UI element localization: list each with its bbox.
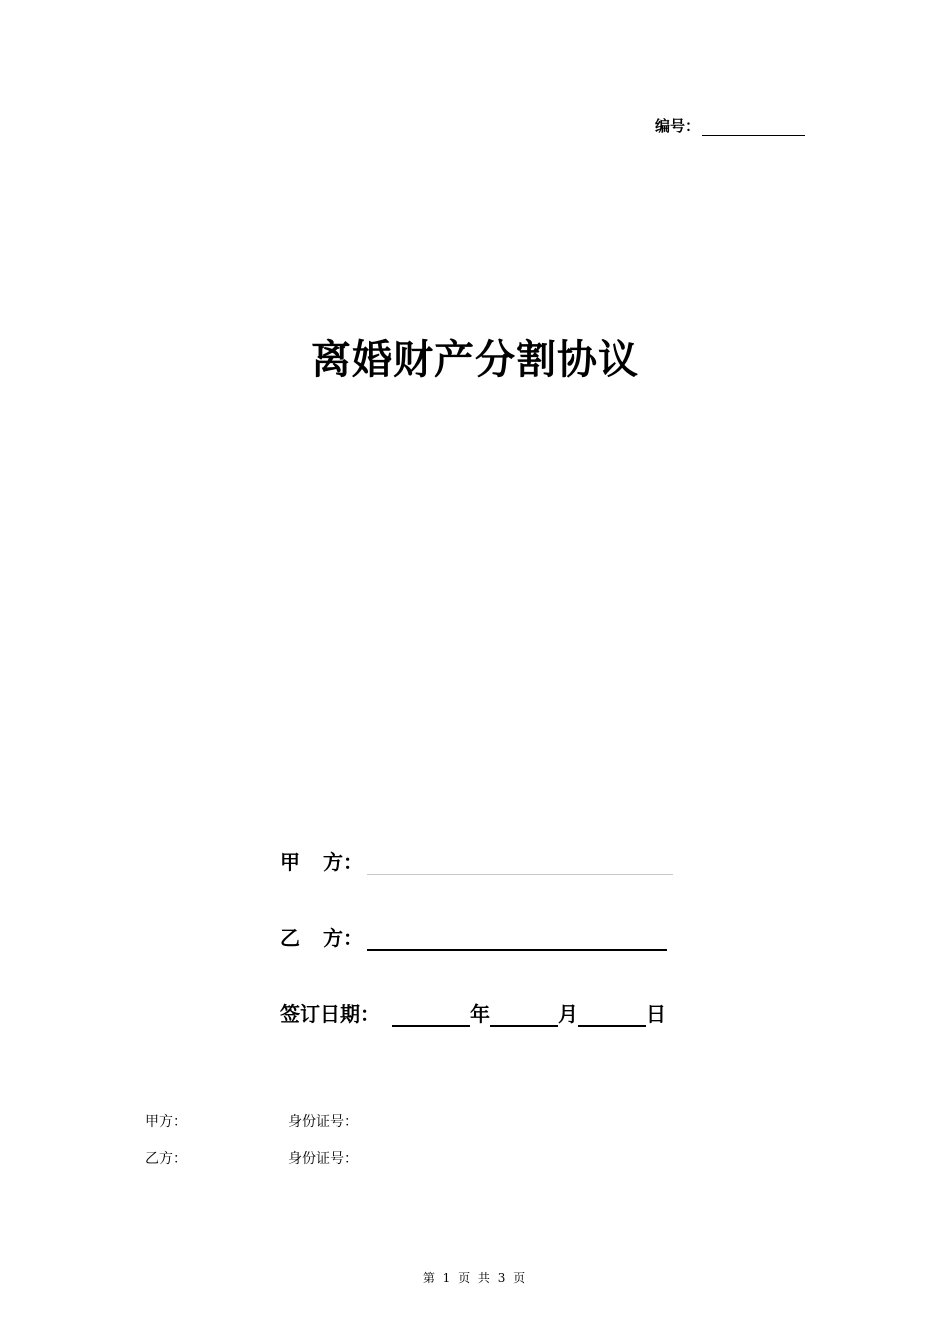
document-number-label: 编号： [655,117,701,135]
sign-day-label: 日 [646,1002,666,1026]
sign-month-blank [490,1007,558,1027]
sign-month-label: 月 [558,1002,578,1026]
party-b-blank [367,931,667,951]
document-number-row [655,115,805,136]
party-a-suffix: 方： [323,850,363,874]
party-a-row [280,849,673,875]
sign-year-blank [392,1007,470,1027]
party-a-label: 甲 [280,850,300,874]
party-b-label: 乙 [280,926,300,950]
sign-year-label: 年 [470,1002,490,1026]
party-b-suffix: 方： [323,926,363,950]
party-a-id-label: 身份证号： [288,1114,358,1130]
sign-day-blank [578,1007,646,1027]
party-b-row [280,925,667,951]
document-title: 离婚财产分割协议 [311,337,639,383]
party-a-info-label: 甲方： [145,1114,187,1130]
party-a-blank [367,856,673,875]
sign-date-label: 签订日期： [280,1002,380,1026]
party-b-id-label: 身份证号： [288,1151,358,1167]
sign-date-row [280,1001,666,1027]
page-footer: 第 1 页 共 3 页 [422,1271,528,1285]
document-number-blank [702,117,805,136]
party-b-info-label: 乙方： [145,1151,187,1167]
